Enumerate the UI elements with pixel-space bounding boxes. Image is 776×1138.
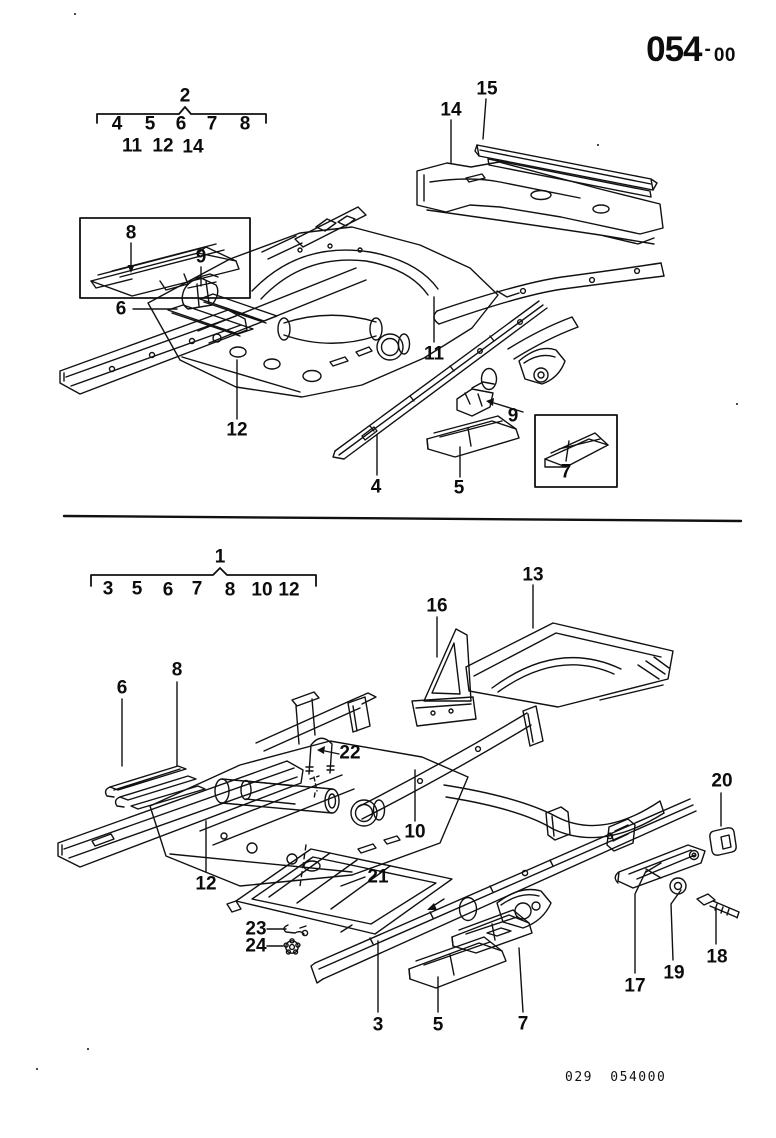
callout-6-top: 6 xyxy=(115,298,127,320)
callout-9-right: 9 xyxy=(507,405,519,427)
bottom-group-item-6: 6 xyxy=(162,579,174,601)
part-5-support xyxy=(427,416,519,457)
scan-specks xyxy=(36,13,738,1070)
callout-11: 11 xyxy=(423,343,445,365)
part-13-panel xyxy=(466,623,673,707)
top-group-item-7: 7 xyxy=(206,113,218,135)
callout-24: 24 xyxy=(245,935,267,957)
part-16-gusset xyxy=(412,629,476,726)
part-17-tow-bracket xyxy=(615,845,705,888)
bottom-group-item-10: 10 xyxy=(251,579,273,601)
callout-21: 21 xyxy=(367,866,389,888)
bottom-group-item-12: 12 xyxy=(278,579,300,601)
page-code-main: 054 xyxy=(646,30,702,69)
part-15-rail xyxy=(475,145,657,197)
callout-16: 16 xyxy=(426,595,448,617)
callout-23: 23 xyxy=(245,918,267,940)
top-group-item-11: 11 xyxy=(121,135,143,157)
part-20-cage-clip xyxy=(710,828,736,855)
top-group-callout-2: 2 xyxy=(179,85,191,107)
top-diagram-illustration xyxy=(60,99,664,487)
bottom-group-item-5: 5 xyxy=(131,578,143,600)
section-divider xyxy=(64,516,741,521)
right-side-member-top xyxy=(434,263,664,324)
callout-9-left: 9 xyxy=(195,246,207,268)
rear-axle-cluster xyxy=(482,317,579,390)
part-18-bolt xyxy=(697,894,739,918)
callout-20: 20 xyxy=(711,770,733,792)
page-code-suffix: 00 xyxy=(713,45,736,67)
bottom-diagram-illustration xyxy=(58,564,739,1012)
callout-8-boxed: 8 xyxy=(125,222,137,244)
leader-7-boxed xyxy=(566,441,569,461)
page-code xyxy=(606,30,736,69)
top-group-item-8: 8 xyxy=(239,113,251,135)
callout-13: 13 xyxy=(522,564,544,586)
top-group-item-14: 14 xyxy=(182,136,204,158)
arrow-22 xyxy=(317,746,325,754)
callout-7-boxed: 7 xyxy=(560,461,572,483)
part-7-rail-detail xyxy=(545,433,608,467)
callout-5-bottom: 5 xyxy=(432,1014,444,1036)
bottom-group-item-3: 3 xyxy=(102,578,114,600)
callout-12-bottom: 12 xyxy=(195,873,217,895)
top-group-item-12: 12 xyxy=(152,135,174,157)
callout-7-bottom: 7 xyxy=(517,1013,529,1035)
bottom-leader-lines xyxy=(122,585,721,1012)
callout-3: 3 xyxy=(372,1014,384,1036)
bottom-group-item-8: 8 xyxy=(224,579,236,601)
callout-4: 4 xyxy=(370,476,382,498)
callout-5-top: 5 xyxy=(453,477,465,499)
callout-14: 14 xyxy=(440,99,462,121)
part-23-clip xyxy=(284,925,308,936)
catalog-code: 029 054000 xyxy=(565,1070,667,1085)
part-9-right-bracket xyxy=(457,382,494,416)
part-24-nut xyxy=(284,939,300,954)
detail-box-7 xyxy=(535,415,617,487)
bottom-group-item-7: 7 xyxy=(191,578,203,600)
top-group-item-4: 4 xyxy=(111,113,123,135)
center-floor-assembly xyxy=(148,207,498,397)
callout-19: 19 xyxy=(663,962,685,984)
callout-10: 10 xyxy=(404,821,426,843)
part-5-support xyxy=(409,937,506,988)
top-group-item-5: 5 xyxy=(144,113,156,135)
callout-6-bottom: 6 xyxy=(116,677,128,699)
callout-15: 15 xyxy=(476,78,498,100)
page-code-separator: - xyxy=(704,39,711,61)
top-group-item-6: 6 xyxy=(175,113,187,135)
callout-8-bottom: 8 xyxy=(171,659,183,681)
callout-12-top: 12 xyxy=(226,419,248,441)
part-19-washer xyxy=(670,878,686,894)
callout-17: 17 xyxy=(624,975,646,997)
callout-18: 18 xyxy=(706,946,728,968)
bottom-group-callout-1: 1 xyxy=(214,546,226,568)
callout-22: 22 xyxy=(339,742,361,764)
